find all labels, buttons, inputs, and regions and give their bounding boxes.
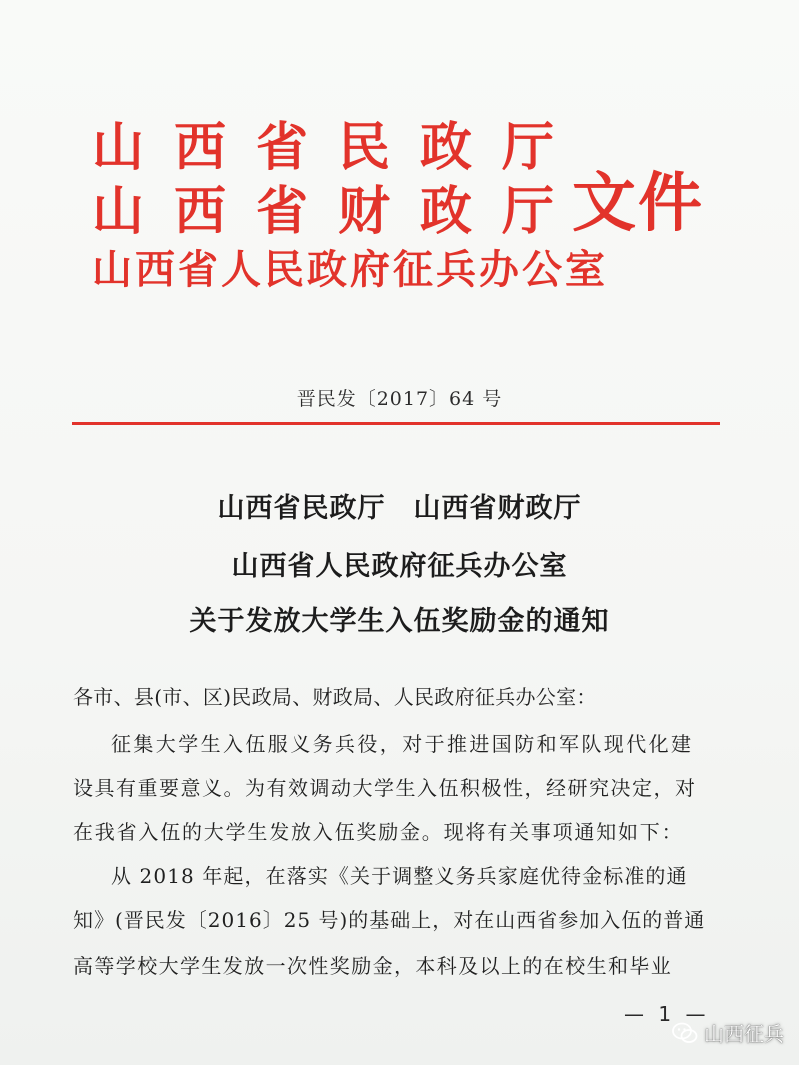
notice-title-line-1: 山西省民政厅 山西省财政厅 <box>217 493 582 524</box>
document-number: 晋民发〔2017〕64 号 <box>296 388 503 410</box>
paragraph-1-line-3: 在我省入伍的大学生发放入伍奖励金。现将有关事项通知如下： <box>73 820 684 844</box>
paragraph-1-line-2: 设具有重要意义。为有效调动大学生入伍积极性，经研究决定，对 <box>73 776 697 800</box>
issuer-line-3: 山西省人民政府征兵办公室 <box>92 246 608 293</box>
issuer-line-1: 山西省民政厅 <box>92 117 585 178</box>
wechat-icon <box>672 1022 698 1044</box>
red-divider-line <box>72 422 720 425</box>
paragraph-2-line-2: 知》(晋民发〔2016〕25 号)的基础上，对在山西省参加入伍的普通 <box>73 908 706 932</box>
addressee-line: 各市、县(市、区)民政局、财政局、人民政府征兵办公室： <box>73 685 597 709</box>
notice-title-line-2: 山西省人民政府征兵办公室 <box>231 551 568 582</box>
issuer-line-2: 山西省财政厅 <box>92 181 585 242</box>
notice-title-line-3: 关于发放大学生入伍奖励金的通知 <box>189 606 610 637</box>
paragraph-2-line-1: 从 2018 年起，在落实《关于调整义务兵家庭优待金标准的通 <box>111 864 688 888</box>
watermark-text: 山西征兵 <box>704 1022 784 1046</box>
source-watermark <box>672 1018 784 1047</box>
document-label: 文件 <box>572 166 704 241</box>
page-number: — 1 — <box>624 1002 710 1026</box>
paragraph-1-line-1: 征集大学生入伍服义务兵役，对于推进国防和军队现代化建 <box>111 732 694 756</box>
paragraph-2-line-3: 高等学校大学生发放一次性奖励金，本科及以上的在校生和毕业 <box>73 954 673 978</box>
